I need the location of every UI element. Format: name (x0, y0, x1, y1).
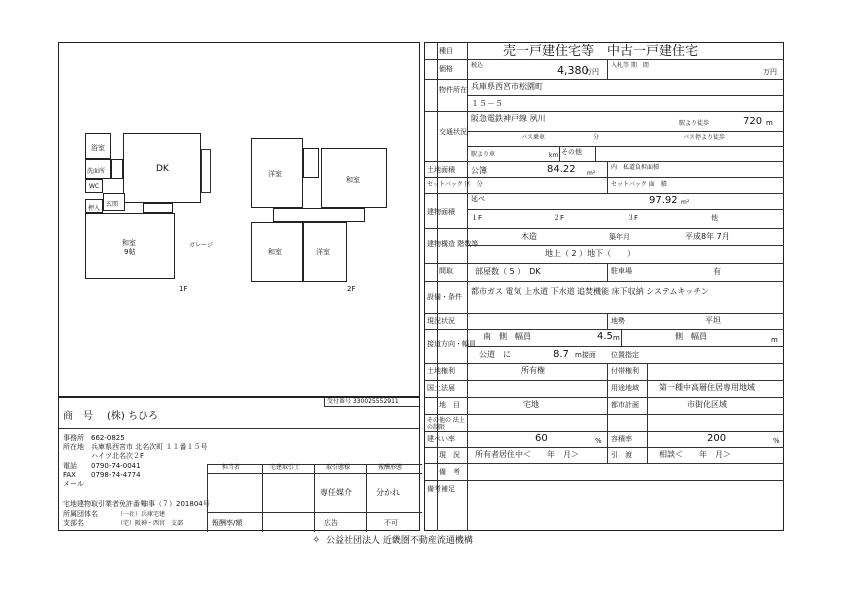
address-label: 所在地 (63, 443, 84, 451)
kind-value: 売一戸建住宅等 中古一戸建住宅 (503, 44, 699, 59)
far-label: 容積率 (611, 435, 632, 443)
bid-unit: 万円 (763, 68, 777, 76)
restriction-label: その他の 法上の制限 (427, 417, 465, 431)
header-agent: 宅建取引士 (270, 464, 301, 471)
room-washitsu-2f-b: 和室 (251, 222, 303, 282)
land-area-type: 公簿 (471, 166, 487, 175)
road2-direction: 側 幅員 (675, 332, 707, 341)
license-value: 知事（７）201804号 (141, 500, 210, 508)
room-entrance: 玄関 (103, 193, 125, 211)
structure-label: 建物構造 階数等 (427, 240, 479, 248)
footer-text: 公益社団法人 近畿圏不動産流通機構 (326, 536, 473, 546)
label-garage: ガレージ (189, 242, 213, 249)
parking-label: 駐車場 (611, 267, 632, 275)
room-storage-2f (303, 148, 319, 178)
trade-name-label: 商 号 (63, 411, 93, 422)
room-hall-2f (273, 208, 365, 222)
label-2f: 2F (347, 285, 356, 293)
other-floor-label: 他 (711, 214, 718, 222)
setback-label: セットバック 区 分 (427, 181, 483, 188)
floor2-plan (251, 138, 391, 288)
location-line2: １５－５ (471, 99, 503, 108)
fax-value: 0798-74-4774 (91, 471, 141, 479)
handover-value: 相談＜ 年 月＞ (659, 450, 731, 459)
road2-unit: m (771, 336, 778, 344)
room-stair (143, 203, 173, 213)
zoning-label: 用途地域 (611, 384, 639, 392)
note-label: 備 考 (439, 468, 460, 476)
bid-period-label: 入札等 期 間 (611, 62, 649, 69)
header-person: 担当者 (222, 464, 241, 471)
road-public: 公道 に (479, 350, 511, 359)
land-right-label: 土地権利 (427, 367, 455, 375)
mail-label: メール (63, 480, 84, 488)
fee-rate-label: 報酬率/額 (212, 519, 243, 527)
bcr-value: 60 (535, 433, 548, 444)
footer-logo-icon: ✧ (312, 535, 321, 546)
receipt-number: 受付番号 330025552911 (327, 398, 399, 405)
road1-width: 4.5 (597, 331, 613, 342)
land-area-label: 土地面積 (427, 166, 455, 174)
road-label: 接道方向・幅員 (427, 340, 476, 348)
building-area-label: 建物面積 (427, 208, 455, 216)
road-frontage: 8.7 (553, 349, 569, 360)
layout-label: 間取 (439, 267, 453, 275)
header-fee: 報酬形態 (378, 464, 403, 471)
agent-panel (58, 397, 420, 531)
road-frontage-unit: m接面 (575, 351, 596, 359)
price-label: 価格 (439, 65, 453, 73)
current-status-label: 現 況 (439, 451, 460, 459)
label-1f: 1F (179, 285, 188, 293)
terrace (201, 149, 211, 193)
office-label: 事務所 (63, 434, 84, 442)
status-label: 現況状況 (427, 317, 455, 325)
current-status-value: 所有者居住中＜ 年 月＞ (475, 450, 579, 459)
walk-value: 720 (743, 116, 763, 127)
traffic-label: 交通状況 (439, 128, 467, 136)
land-area-value: 84.22 (547, 164, 576, 175)
location-label: 物件所在 (439, 86, 467, 94)
land-category-value: 宅地 (523, 400, 539, 409)
lease-label: 付帯権利 (611, 367, 639, 375)
building-area-unit: m² (681, 199, 690, 206)
parking-value: 有 (713, 267, 721, 276)
handover-label: 引 渡 (611, 451, 632, 459)
city-plan-value: 市街化区域 (687, 400, 727, 409)
far-unit: % (773, 437, 780, 445)
fax-label: FAX (63, 471, 76, 479)
equipment-value: 都市ガス 電気 上水道 下水道 追焚機能 床下収納 システムキッチン (471, 287, 709, 296)
location-line1: 兵庫県西宮市松園町 (471, 82, 543, 91)
bcr-unit: % (595, 437, 602, 445)
trade-type-value: 専任媒介 (320, 488, 352, 497)
equipment-label: 設備・条件 (427, 293, 462, 301)
tel-label: 電話 (63, 462, 77, 470)
branch-label: 支部名 (63, 519, 84, 527)
bus-label: バス乗車 (521, 134, 546, 141)
land-shape-label: 地勢 (611, 317, 625, 325)
association-value: （一社）兵庫宅建 (117, 511, 166, 518)
setback-area-label: セットバック 面 積 (611, 181, 667, 188)
train-line: 阪急電鉄神戸線 夙川 (471, 114, 546, 123)
tel-value: 0790-74-0041 (91, 462, 141, 470)
ad-value: 不可 (384, 519, 398, 527)
road1-unit: m (613, 334, 620, 342)
room-washroom: 洗面所 (85, 159, 111, 179)
land-category-label: 地 目 (439, 401, 460, 409)
other-label: その他 (561, 148, 582, 156)
ad-label: 広告 (324, 519, 338, 527)
bus-unit: 分 (593, 134, 600, 141)
floor3-label: ３F (627, 214, 639, 222)
zoning-value: 第一種中高層住居専用地域 (659, 383, 755, 392)
floor1-label: １F (471, 214, 483, 222)
land-shape-value: 平坦 (705, 316, 721, 325)
trade-name: (株) ちひろ (107, 411, 158, 422)
agent-table (207, 464, 421, 532)
bcr-label: 建ぺい率 (427, 435, 455, 443)
built-label: 築年月 (609, 233, 630, 241)
city-plan-label: 都市計画 (611, 401, 639, 409)
land-right-value: 所有権 (521, 366, 545, 375)
association-label: 所属団体名 (63, 510, 98, 518)
room-closet (111, 159, 123, 179)
road-note: 位置指定 (611, 351, 639, 359)
address-line1: 兵庫県西宮市 北名次町 １１番１５号 (91, 443, 208, 451)
built-value: 平成8年 7月 (685, 232, 730, 241)
room-storage: 押入 (85, 199, 103, 213)
land-area-unit: m² (587, 170, 596, 177)
header-trade-type: 取引態様 (326, 464, 351, 471)
walk-label: 駅より徒歩 (679, 120, 710, 127)
price-value: 4,380 (557, 64, 589, 77)
fee-value: 分かれ (376, 488, 400, 497)
office-postal: 662-0825 (91, 434, 125, 442)
room-bath: 浴室 (85, 133, 111, 159)
land-law-label: 国土法届 (427, 384, 455, 392)
room-washitsu-2f-a: 和室 (321, 148, 387, 208)
car-label: 駅より車 (471, 151, 496, 158)
car-unit: km (549, 152, 559, 159)
license-label: 宅地建物取引業者免許番号 (63, 500, 147, 508)
room-yoshitsu-a: 洋室 (251, 138, 303, 208)
floors-value: 地上（ 2 ）地下（ ） (545, 249, 636, 258)
kind-label: 種目 (439, 47, 453, 55)
floor1-plan (83, 133, 213, 283)
room-washitsu-1f: 和室 9帖 (85, 213, 175, 279)
walk-unit: m (766, 119, 773, 127)
structure-value: 木造 (521, 232, 537, 241)
room-wc: WC (85, 179, 103, 193)
address-line2: ハイツ北名次２F (91, 452, 145, 460)
floorplan-panel (58, 42, 420, 397)
branch-value: （宅）阪神・西宮 支部 (117, 520, 184, 527)
busstop-label: バス停より徒歩 (683, 134, 726, 141)
spec-table (424, 42, 784, 531)
note-supplement-label: 備考補足 (427, 485, 455, 493)
price-unit: 万円 (585, 68, 599, 76)
room-dk: DK (123, 133, 201, 203)
building-area-value: 97.92 (649, 195, 678, 206)
total-floor-label: 延べ (471, 195, 485, 203)
room-yoshitsu-b: 洋室 (303, 222, 347, 282)
private-road-label: 内 私道負担面積 (611, 164, 660, 171)
layout-value: 部屋数（ 5 ） DK (475, 267, 541, 276)
price-tax-note: 税込 (471, 62, 484, 69)
far-value: 200 (707, 433, 727, 444)
road1-direction: 南 側 幅員 (483, 332, 531, 341)
floor2-label: ２F (553, 214, 565, 222)
